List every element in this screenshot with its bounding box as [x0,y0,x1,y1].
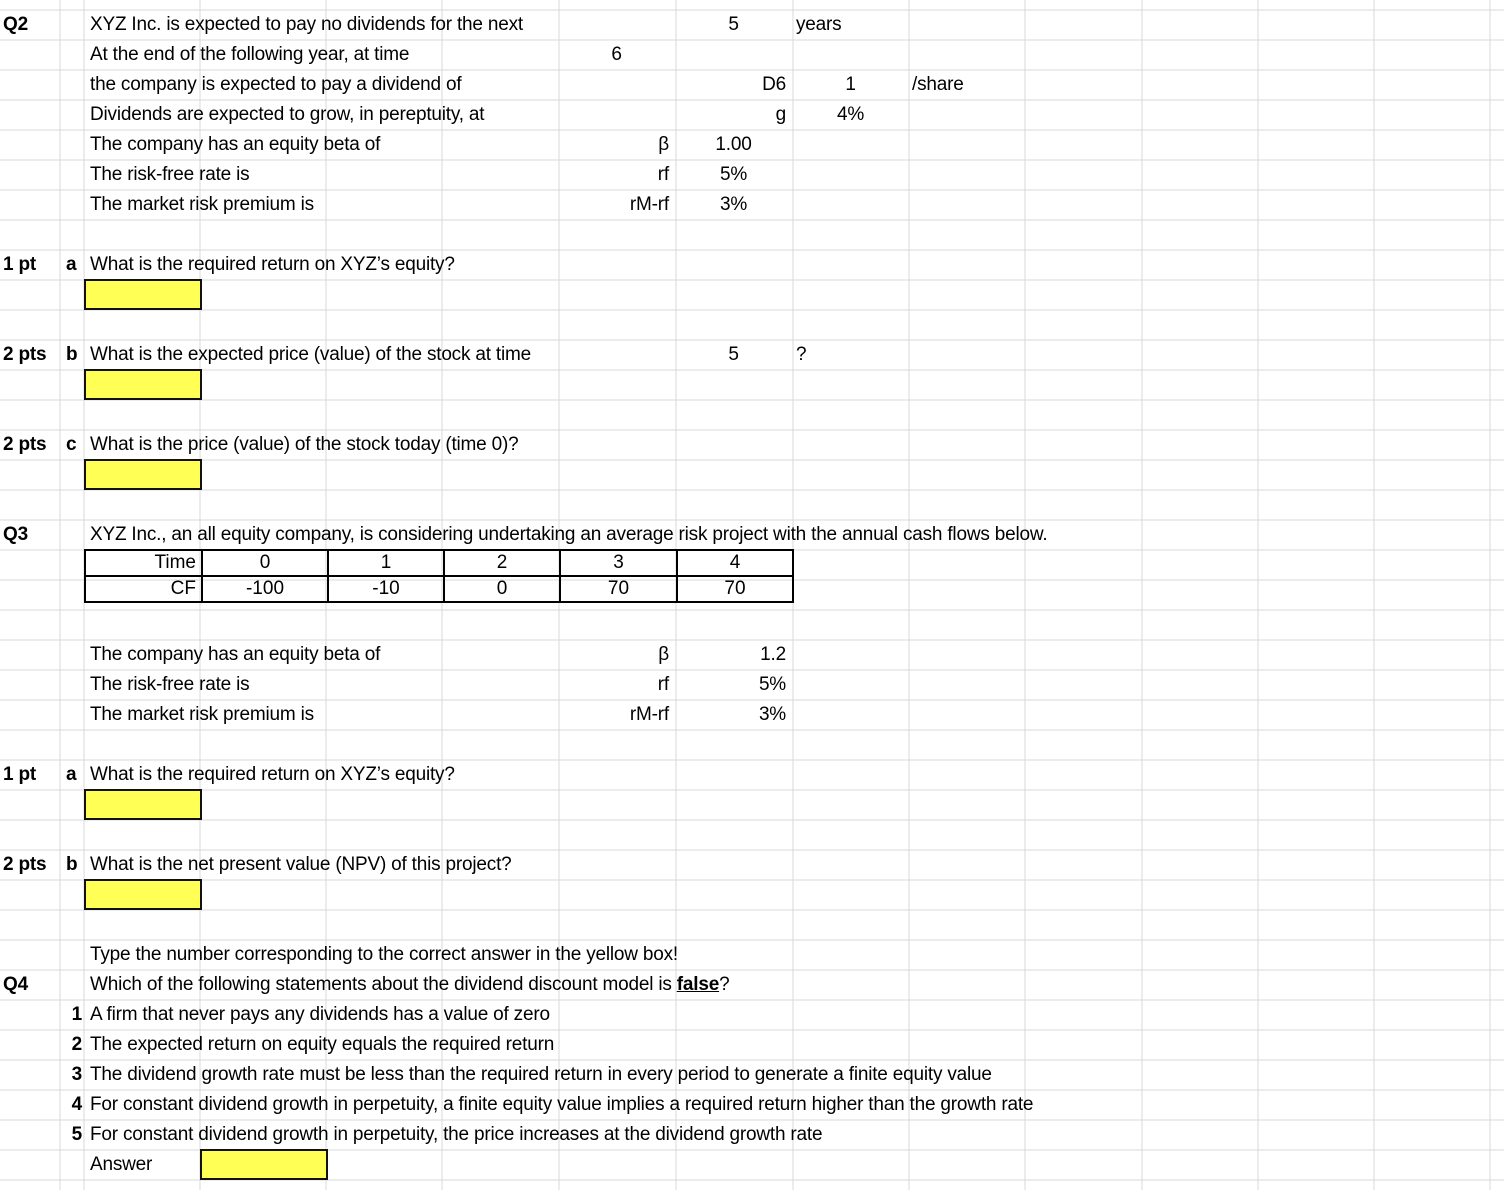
q3-beta-value[interactable]: 1.2 [760,644,786,665]
q4-question: Which of the following statements about the dividend discount model is false? [90,974,730,995]
q2-d6-symbol: D6 [762,74,786,95]
time-cell[interactable]: 4 [677,550,793,576]
q3-rf-symbol: rf [657,674,669,695]
option-text: The expected return on equity equals the required return [90,1034,555,1055]
option-text: For constant dividend growth in perpetuity, a finite equity value implies a required return higher than the growth rate [90,1094,1034,1115]
q2-rf-value[interactable]: 5% [719,164,748,185]
q2-c-question: What is the price (value) of the stock today (time 0)? [90,434,519,455]
q3-b-points: 2 pts [3,854,47,875]
option-number: 5 [71,1124,82,1145]
cash-flow-table [84,549,794,603]
q2-row-2-text: At the end of the following year, at time [90,44,410,65]
time-cell[interactable]: 2 [444,550,560,576]
false-keyword: false [676,974,720,995]
q2-row-6-text: The risk-free rate is [90,164,250,185]
q2-g-symbol: g [775,104,786,125]
q2-beta-symbol: β [658,134,669,155]
q2-b-question: What is the expected price (value) of the stock at time [90,344,531,365]
cf-cell[interactable]: -10 [328,576,444,602]
q4-label: Q4 [3,974,28,995]
q3-a-letter: a [66,764,77,785]
q2-per-share-unit: /share [912,74,964,95]
q2-beta-value[interactable]: 1.00 [715,134,752,155]
option-text: For constant dividend growth in perpetuity, the price increases at the dividend growth rate [90,1124,823,1145]
q2-row-7-text: The market risk premium is [90,194,314,215]
q2-b-letter: b [66,344,78,365]
answer-label: Answer [90,1154,153,1175]
option-number: 1 [71,1004,82,1025]
time-row-label: Time [85,550,202,576]
time-cell[interactable]: 1 [328,550,444,576]
q3-row-2-text: The risk-free rate is [90,674,250,695]
q3-intro: XYZ Inc., an all equity company, is considering undertaking an average risk project with the annual cash flows below. [90,524,1048,545]
time-cell[interactable]: 3 [560,550,677,576]
cf-row-label: CF [85,576,202,602]
q3-b-answer-box[interactable] [84,879,202,910]
q3-b-letter: b [66,854,78,875]
q2-mrp-symbol: rM-rf [629,194,669,215]
q3-label: Q3 [3,524,28,545]
q2-b-answer-box[interactable] [84,369,202,400]
q3-b-question: What is the net present value (NPV) of this project? [90,854,512,875]
q2-mrp-value[interactable]: 3% [719,194,748,215]
q2-c-letter: c [66,434,77,455]
cf-cell[interactable]: -100 [202,576,328,602]
cf-cell[interactable]: 0 [444,576,560,602]
q2-label: Q2 [3,14,28,35]
q2-a-answer-box[interactable] [84,279,202,310]
option-number: 2 [71,1034,82,1055]
q2-c-answer-box[interactable] [84,459,202,490]
q2-b-points: 2 pts [3,344,47,365]
q3-rf-value[interactable]: 5% [758,674,786,695]
q3-row-3-text: The market risk premium is [90,704,314,725]
q4-instruction: Type the number corresponding to the correct answer in the yellow box! [90,944,678,965]
option-text: The dividend growth rate must be less than the required return in every period to generate a finite equity value [90,1064,992,1085]
option-number: 4 [71,1094,82,1115]
q3-a-answer-box[interactable] [84,789,202,820]
time-row [85,550,793,576]
q2-dividend-value[interactable]: 1 [845,74,856,95]
q2-time-value[interactable]: 6 [611,44,622,65]
cf-cell[interactable]: 70 [560,576,677,602]
q2-row-5-text: The company has an equity beta of [90,134,381,155]
cf-cell[interactable]: 70 [677,576,793,602]
option-text: A firm that never pays any dividends has a value of zero [90,1004,550,1025]
q2-row-4-text: Dividends are expected to grow, in pereptuity, at [90,104,485,125]
q2-rf-symbol: rf [657,164,669,185]
q3-row-1-text: The company has an equity beta of [90,644,381,665]
q2-b-question-mark: ? [796,344,807,365]
time-cell[interactable]: 0 [202,550,328,576]
q3-beta-symbol: β [658,644,669,665]
q3-mrp-value[interactable]: 3% [758,704,786,725]
q2-row-3-text: the company is expected to pay a dividend of [90,74,462,95]
q2-c-points: 2 pts [3,434,47,455]
q2-growth-value[interactable]: 4% [836,104,865,125]
q2-a-points: 1 pt [3,254,36,275]
q2-years-unit: years [796,14,842,35]
q3-mrp-symbol: rM-rf [629,704,669,725]
q3-a-question: What is the required return on XYZ’s equity? [90,764,455,785]
option-number: 3 [71,1064,82,1085]
cf-row [85,576,793,602]
q2-b-time-value[interactable]: 5 [728,344,739,365]
q4-answer-box[interactable] [200,1149,328,1180]
q2-a-letter: a [66,254,77,275]
q2-row-1-text: XYZ Inc. is expected to pay no dividends for the next [90,14,523,35]
q2-a-question: What is the required return on XYZ’s equity? [90,254,455,275]
q3-a-points: 1 pt [3,764,36,785]
q2-years-value[interactable]: 5 [728,14,739,35]
